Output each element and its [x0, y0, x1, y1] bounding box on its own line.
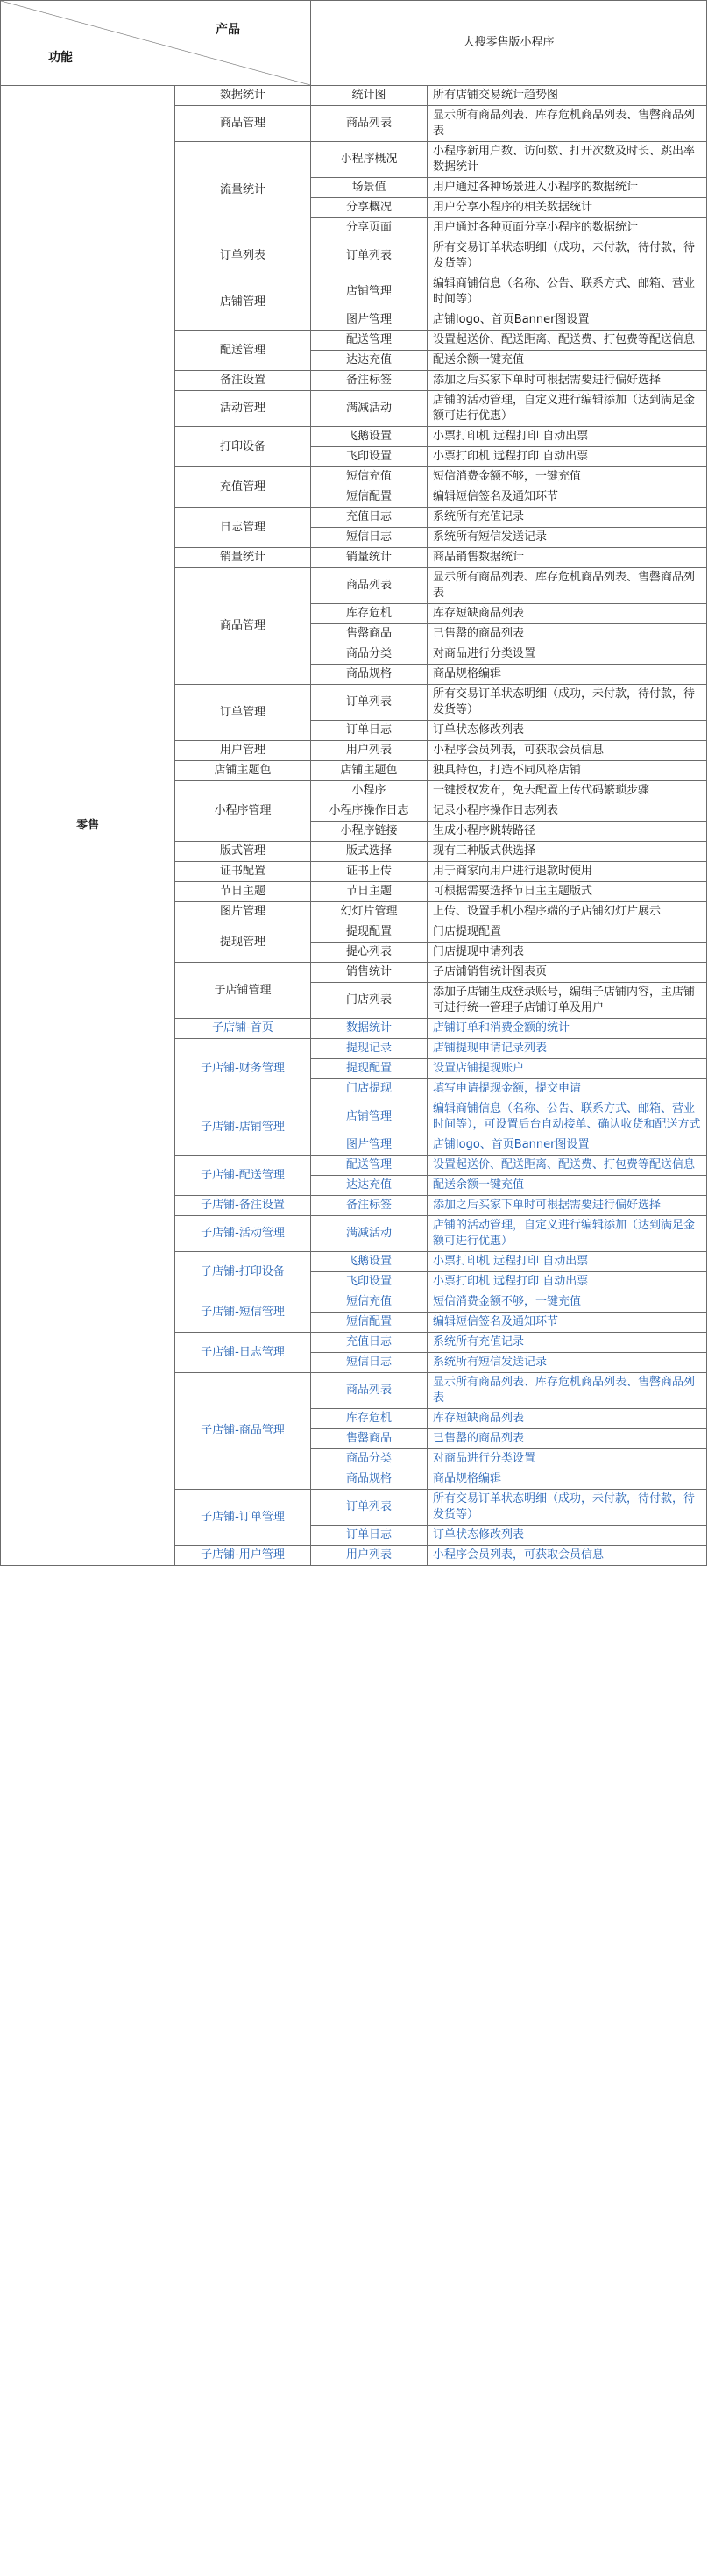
feature-cell: 飞印设置 [311, 1272, 428, 1292]
feature-cell: 短信充值 [311, 1292, 428, 1313]
description-cell: 店铺的活动管理，自定义进行编辑添加（达到满足金额可进行优惠） [428, 1216, 707, 1252]
description-cell: 小票打印机 远程打印 自动出票 [428, 427, 707, 447]
feature-cell: 用户列表 [311, 1546, 428, 1566]
description-cell: 订单状态修改列表 [428, 1526, 707, 1546]
description-cell: 编辑短信签名及通知环节 [428, 487, 707, 508]
description-cell: 商品规格编辑 [428, 665, 707, 685]
description-cell: 店铺提现申请记录列表 [428, 1039, 707, 1059]
feature-cell: 订单列表 [311, 238, 428, 274]
description-cell: 库存短缺商品列表 [428, 1409, 707, 1429]
feature-cell: 店铺管理 [311, 1099, 428, 1135]
module-cell: 小程序管理 [175, 781, 311, 842]
description-cell: 设置起送价、配送距离、配送费、打包费等配送信息 [428, 1156, 707, 1176]
feature-cell: 飞鹅设置 [311, 1252, 428, 1272]
module-cell: 活动管理 [175, 391, 311, 427]
module-cell: 店铺管理 [175, 274, 311, 331]
feature-cell: 小程序 [311, 781, 428, 801]
feature-cell: 备注标签 [311, 1196, 428, 1216]
feature-cell: 小程序概况 [311, 142, 428, 178]
description-cell: 显示所有商品列表、库存危机商品列表、售罄商品列表 [428, 568, 707, 604]
description-cell: 短信消费金额不够，一键充值 [428, 1292, 707, 1313]
module-cell: 子店铺-店铺管理 [175, 1099, 311, 1156]
description-cell: 已售罄的商品列表 [428, 1429, 707, 1449]
module-cell: 备注设置 [175, 371, 311, 391]
feature-cell: 商品列表 [311, 106, 428, 142]
feature-cell: 达达充值 [311, 1176, 428, 1196]
feature-cell: 短信日志 [311, 1353, 428, 1373]
description-cell: 用户通过各种页面分享小程序的数据统计 [428, 218, 707, 238]
feature-cell: 商品列表 [311, 568, 428, 604]
description-cell: 显示所有商品列表、库存危机商品列表、售罄商品列表 [428, 1373, 707, 1409]
description-cell: 小程序新用户数、访问数、打开次数及时长、跳出率数据统计 [428, 142, 707, 178]
product-header-label: 产品 [216, 23, 240, 37]
module-cell: 子店铺-订单管理 [175, 1490, 311, 1546]
feature-cell: 充值日志 [311, 1333, 428, 1353]
module-cell: 版式管理 [175, 842, 311, 862]
feature-cell: 短信日志 [311, 528, 428, 548]
feature-cell: 数据统计 [311, 1019, 428, 1039]
module-cell: 提现管理 [175, 922, 311, 963]
function-header-label: 功能 [48, 51, 73, 65]
feature-cell: 小程序链接 [311, 822, 428, 842]
feature-cell: 提现记录 [311, 1039, 428, 1059]
module-cell: 子店铺-首页 [175, 1019, 311, 1039]
module-cell: 店铺主题色 [175, 761, 311, 781]
feature-cell: 短信配置 [311, 487, 428, 508]
feature-cell: 售罄商品 [311, 624, 428, 644]
module-cell: 订单列表 [175, 238, 311, 274]
description-cell: 小票打印机 远程打印 自动出票 [428, 1272, 707, 1292]
description-cell: 可根据需要选择节日主主题版式 [428, 882, 707, 902]
description-cell: 所有店铺交易统计趋势图 [428, 86, 707, 106]
module-cell: 子店铺-日志管理 [175, 1333, 311, 1373]
description-cell: 子店铺销售统计图表页 [428, 963, 707, 983]
description-cell: 设置起送价、配送距离、配送费、打包费等配送信息 [428, 331, 707, 351]
description-cell: 添加之后买家下单时可根据需要进行偏好选择 [428, 371, 707, 391]
description-cell: 显示所有商品列表、库存危机商品列表、售罄商品列表 [428, 106, 707, 142]
feature-cell: 分享页面 [311, 218, 428, 238]
product-title: 大搜零售版小程序 [311, 1, 707, 86]
description-cell: 一键授权发布，免去配置上传代码繁琐步骤 [428, 781, 707, 801]
module-cell: 流量统计 [175, 142, 311, 238]
description-cell: 商品销售数据统计 [428, 548, 707, 568]
module-cell: 配送管理 [175, 331, 311, 371]
feature-cell: 提现配置 [311, 1059, 428, 1079]
module-cell: 子店铺-用户管理 [175, 1546, 311, 1566]
description-cell: 店铺订单和消费金额的统计 [428, 1019, 707, 1039]
feature-cell: 短信充值 [311, 467, 428, 487]
feature-cell: 版式选择 [311, 842, 428, 862]
description-cell: 生成小程序跳转路径 [428, 822, 707, 842]
description-cell: 系统所有短信发送记录 [428, 1353, 707, 1373]
feature-cell: 订单日志 [311, 721, 428, 741]
module-cell: 子店铺-活动管理 [175, 1216, 311, 1252]
description-cell: 所有交易订单状态明细（成功，未付款，待付款，待发货等） [428, 685, 707, 721]
module-cell: 商品管理 [175, 106, 311, 142]
feature-cell: 提现配置 [311, 922, 428, 943]
description-cell: 设置店铺提现账户 [428, 1059, 707, 1079]
module-cell: 日志管理 [175, 508, 311, 548]
module-cell: 子店铺-备注设置 [175, 1196, 311, 1216]
description-cell: 添加之后买家下单时可根据需要进行偏好选择 [428, 1196, 707, 1216]
description-cell: 小票打印机 远程打印 自动出票 [428, 447, 707, 467]
description-cell: 配送余额一键充值 [428, 351, 707, 371]
description-cell: 用户分享小程序的相关数据统计 [428, 198, 707, 218]
description-cell: 配送余额一键充值 [428, 1176, 707, 1196]
feature-cell: 达达充值 [311, 351, 428, 371]
module-cell: 商品管理 [175, 568, 311, 685]
module-cell: 节日主题 [175, 882, 311, 902]
feature-cell: 统计图 [311, 86, 428, 106]
table-body [1, 86, 707, 1566]
table-row [1, 86, 707, 106]
feature-cell: 售罄商品 [311, 1429, 428, 1449]
description-cell: 系统所有短信发送记录 [428, 528, 707, 548]
description-cell: 用户通过各种场景进入小程序的数据统计 [428, 178, 707, 198]
feature-cell: 场景值 [311, 178, 428, 198]
feature-cell: 备注标签 [311, 371, 428, 391]
module-cell: 充值管理 [175, 467, 311, 508]
description-cell: 填写申请提现金额，提交申请 [428, 1079, 707, 1099]
header-diagonal-cell [1, 1, 311, 86]
module-cell: 子店铺管理 [175, 963, 311, 1019]
description-cell: 编辑商铺信息（名称、公告、联系方式、邮箱、营业时间等） [428, 274, 707, 310]
feature-cell: 商品规格 [311, 1469, 428, 1490]
feature-cell: 飞鹅设置 [311, 427, 428, 447]
feature-cell: 店铺管理 [311, 274, 428, 310]
feature-cell: 商品列表 [311, 1373, 428, 1409]
description-cell: 店铺logo、首页Banner图设置 [428, 1135, 707, 1156]
description-cell: 短信消费金额不够，一键充值 [428, 467, 707, 487]
description-cell: 添加子店铺生成登录账号，编辑子店铺内容，主店铺可进行统一管理子店铺订单及用户 [428, 983, 707, 1019]
feature-cell: 短信配置 [311, 1313, 428, 1333]
feature-cell: 订单列表 [311, 1490, 428, 1526]
description-cell: 商品规格编辑 [428, 1469, 707, 1490]
description-cell: 上传、设置手机小程序端的子店铺幻灯片展示 [428, 902, 707, 922]
module-cell: 子店铺-打印设备 [175, 1252, 311, 1292]
feature-cell: 满减活动 [311, 1216, 428, 1252]
description-cell: 所有交易订单状态明细（成功，未付款，待付款，待发货等） [428, 238, 707, 274]
description-cell: 小程序会员列表，可获取会员信息 [428, 741, 707, 761]
description-cell: 用于商家向用户进行退款时使用 [428, 862, 707, 882]
feature-cell: 用户列表 [311, 741, 428, 761]
feature-cell: 小程序操作日志 [311, 801, 428, 822]
feature-cell: 订单列表 [311, 685, 428, 721]
description-cell: 门店提现申请列表 [428, 943, 707, 963]
feature-cell: 销量统计 [311, 548, 428, 568]
module-cell: 子店铺-财务管理 [175, 1039, 311, 1099]
feature-cell: 提心列表 [311, 943, 428, 963]
description-cell: 对商品进行分类设置 [428, 1449, 707, 1469]
description-cell: 小票打印机 远程打印 自动出票 [428, 1252, 707, 1272]
module-cell: 销量统计 [175, 548, 311, 568]
description-cell: 店铺logo、首页Banner图设置 [428, 310, 707, 331]
description-cell: 编辑商铺信息（名称、公告、联系方式、邮箱、营业时间等），可设置后台自动接单、确认收货和配送方式 [428, 1099, 707, 1135]
feature-cell: 飞印设置 [311, 447, 428, 467]
module-cell: 证书配置 [175, 862, 311, 882]
description-cell: 门店提现配置 [428, 922, 707, 943]
description-cell: 订单状态修改列表 [428, 721, 707, 741]
module-cell: 订单管理 [175, 685, 311, 741]
feature-cell: 图片管理 [311, 1135, 428, 1156]
module-cell: 数据统计 [175, 86, 311, 106]
module-cell: 用户管理 [175, 741, 311, 761]
feature-cell: 满减活动 [311, 391, 428, 427]
description-cell: 记录小程序操作日志列表 [428, 801, 707, 822]
feature-cell: 店铺主题色 [311, 761, 428, 781]
module-cell: 子店铺-配送管理 [175, 1156, 311, 1196]
feature-cell: 门店列表 [311, 983, 428, 1019]
header-row [1, 1, 707, 86]
feature-cell: 商品规格 [311, 665, 428, 685]
feature-cell: 分享概况 [311, 198, 428, 218]
feature-cell: 库存危机 [311, 1409, 428, 1429]
feature-cell: 图片管理 [311, 310, 428, 331]
module-cell: 子店铺-短信管理 [175, 1292, 311, 1333]
description-cell: 已售罄的商品列表 [428, 624, 707, 644]
feature-cell: 充值日志 [311, 508, 428, 528]
feature-cell: 证书上传 [311, 862, 428, 882]
feature-cell: 商品分类 [311, 1449, 428, 1469]
feature-cell: 库存危机 [311, 604, 428, 624]
category-cell: 零售 [1, 86, 175, 1566]
feature-cell: 商品分类 [311, 644, 428, 665]
description-cell: 编辑短信签名及通知环节 [428, 1313, 707, 1333]
description-cell: 店铺的活动管理，自定义进行编辑添加（达到满足金额可进行优惠） [428, 391, 707, 427]
feature-cell: 节日主题 [311, 882, 428, 902]
feature-cell: 幻灯片管理 [311, 902, 428, 922]
description-cell: 独具特色，打造不同风格店铺 [428, 761, 707, 781]
description-cell: 所有交易订单状态明细（成功，未付款，待付款，待发货等） [428, 1490, 707, 1526]
description-cell: 对商品进行分类设置 [428, 644, 707, 665]
feature-cell: 订单日志 [311, 1526, 428, 1546]
module-cell: 打印设备 [175, 427, 311, 467]
module-cell: 图片管理 [175, 902, 311, 922]
feature-cell: 配送管理 [311, 1156, 428, 1176]
description-cell: 小程序会员列表，可获取会员信息 [428, 1546, 707, 1566]
description-cell: 库存短缺商品列表 [428, 604, 707, 624]
description-cell: 系统所有充值记录 [428, 508, 707, 528]
description-cell: 系统所有充值记录 [428, 1333, 707, 1353]
feature-cell: 门店提现 [311, 1079, 428, 1099]
description-cell: 现有三种版式供选择 [428, 842, 707, 862]
module-cell: 子店铺-商品管理 [175, 1373, 311, 1490]
feature-cell: 销售统计 [311, 963, 428, 983]
feature-cell: 配送管理 [311, 331, 428, 351]
